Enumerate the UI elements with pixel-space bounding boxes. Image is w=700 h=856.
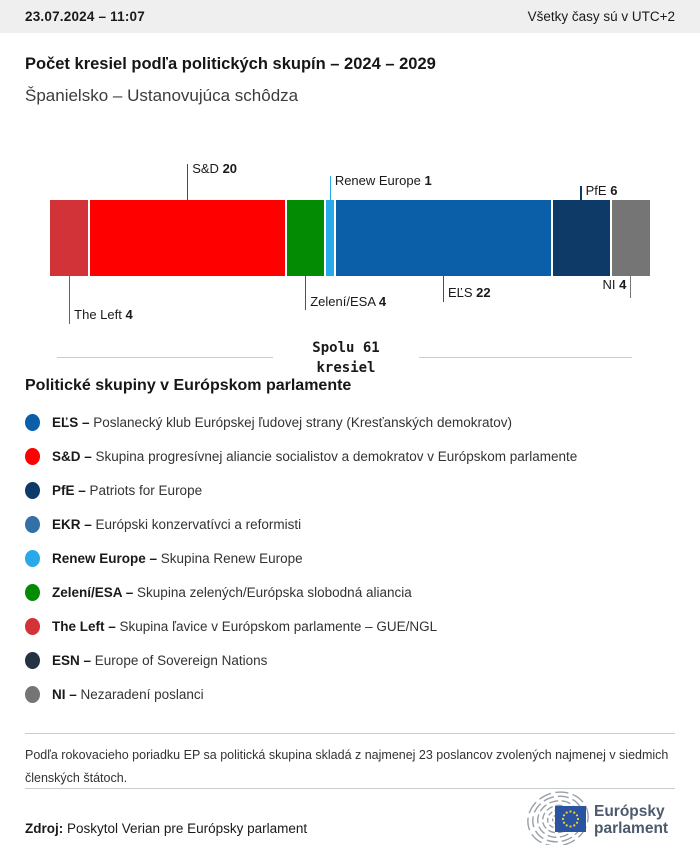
group-color-dot-icon: [25, 618, 40, 635]
legend-item-text: [52, 619, 437, 634]
group-color-dot-icon: [25, 516, 40, 533]
legend-item: [25, 609, 437, 643]
bar-segment-pfe: [553, 200, 610, 276]
bar-label-els-name: EĽS: [447, 285, 473, 300]
legend-item-text: [52, 517, 301, 532]
callout-tick-els: [443, 276, 445, 302]
bar-segment-els: [336, 200, 550, 276]
bar-segment-renew-europe: [326, 200, 334, 276]
bar-label-els: [448, 285, 491, 300]
legend-item-abbr: EĽS –: [52, 414, 90, 430]
total-divider-left: [57, 357, 273, 358]
callout-tick-the-left: [69, 276, 71, 324]
legend-item-text: [52, 687, 204, 702]
group-color-dot-icon: [25, 448, 40, 465]
callout-tick-zeleni-esa: [305, 276, 307, 310]
logo-text-line1: Európsky: [594, 803, 665, 820]
total-divider-right: [419, 357, 632, 358]
bar-label-zeleni-value: 4: [378, 294, 387, 309]
legend-item: [25, 439, 577, 473]
legend-item-abbr: PfE –: [52, 482, 86, 498]
legend-item: [25, 473, 202, 507]
legend-item-desc: Europe of Sovereign Nations: [94, 652, 268, 668]
legend-item-desc: Skupina zelených/Európska slobodná aliancia: [137, 584, 412, 600]
total-seats-line2: kresiel: [316, 360, 376, 376]
bar-label-sd-name: S&D: [192, 161, 219, 176]
group-color-dot-icon: [25, 482, 40, 499]
group-color-dot-icon: [25, 550, 40, 567]
legend-item-text: [52, 415, 512, 430]
legend-item-text: [52, 653, 267, 668]
bar-segment-sd: [90, 200, 285, 276]
legend-item-desc: Skupina progresívnej aliancie socialistov a demokratov v Európskom parlamente: [95, 448, 578, 464]
legend-item: [25, 643, 267, 677]
source-text: Poskytol Verian pre Európsky parlament: [67, 821, 308, 836]
bar-label-ni-value: 4: [619, 277, 627, 292]
source-line: [25, 821, 307, 836]
group-color-dot-icon: [25, 584, 40, 601]
legend-item-desc: Európski konzervatívci a reformisti: [95, 516, 302, 532]
logo-text-line2: parlament: [594, 820, 669, 837]
legend-heading: Politické skupiny v Európskom parlamente: [25, 377, 352, 394]
source-label: Zdroj:: [25, 821, 64, 836]
group-color-dot-icon: [25, 414, 40, 431]
bar-label-zeleni-esa: [310, 294, 386, 309]
divider-top: [25, 733, 675, 734]
bar-label-ni-name: NI: [602, 277, 616, 292]
callout-tick-sd: [187, 164, 189, 200]
bar-label-renew-europe: [335, 173, 432, 188]
european-parliament-logo: [524, 791, 684, 845]
bar-label-sd: [192, 161, 237, 176]
legend-item: [25, 677, 204, 711]
eu-flag-icon: [555, 806, 586, 832]
legend-item: [25, 405, 512, 439]
legend-item-text: [52, 483, 202, 498]
legend-item-desc: Nezaradení poslanci: [80, 686, 204, 702]
bar-label-sd-value: 20: [222, 161, 238, 176]
bar-label-the-left-name: The Left: [74, 307, 122, 322]
bar-label-ni: [602, 277, 626, 292]
legend-item-abbr: Zelení/ESA –: [52, 584, 134, 600]
bar-label-the-left: [74, 307, 133, 322]
footnote-text: Podľa rokovacieho poriadku EP sa politická skupina skladá z najmenej 23 poslancov zvolených najmenej v siedmich členských štátoch.: [25, 748, 669, 785]
legend-item-abbr: NI –: [52, 686, 77, 702]
callout-tick-pfe: [580, 186, 582, 200]
bar-segment-the-left: [50, 200, 88, 276]
bar-segment-zeleni-esa: [287, 200, 324, 276]
legend-item-desc: Patriots for Europe: [89, 482, 203, 498]
total-seats-line1: Spolu 61: [312, 340, 380, 356]
callout-tick-renew-europe: [330, 176, 332, 200]
divider-bottom: [25, 788, 675, 789]
bar-label-zeleni-name: Zelení/ESA: [310, 294, 376, 309]
group-color-dot-icon: [25, 652, 40, 669]
legend-item-desc: Skupina Renew Europe: [160, 550, 303, 566]
legend-item: [25, 541, 303, 575]
legend-item-desc: Poslanecký klub Európskej ľudovej strany (Kresťanských demokratov): [93, 414, 512, 430]
page-subtitle: Španielsko – Ustanovujúca schôdza: [25, 86, 299, 105]
group-color-dot-icon: [25, 686, 40, 703]
legend-item-text: [52, 449, 577, 464]
bar-segment-ni: [612, 200, 650, 276]
bar-label-pfe-name: PfE: [585, 183, 607, 198]
legend-item-abbr: S&D –: [52, 448, 92, 464]
legend-item: [25, 575, 412, 609]
total-seats-label: [276, 338, 416, 378]
bar-label-renew-name: Renew Europe: [334, 173, 421, 188]
legend-item-text: [52, 585, 412, 600]
bar-label-the-left-value: 4: [125, 307, 133, 322]
page-title: Počet kresiel podľa politických skupín – 2024 – 2029: [25, 55, 436, 73]
legend-item: [25, 507, 301, 541]
legend-item-text: [52, 551, 303, 566]
bar-label-pfe-value: 6: [610, 183, 618, 198]
header-datetime: 23.07.2024 – 11:07: [25, 9, 145, 24]
callout-tick-ni: [630, 276, 632, 298]
legend-item-abbr: The Left –: [52, 618, 116, 634]
legend-item-abbr: Renew Europe –: [52, 550, 158, 566]
bar-label-renew-value: 1: [424, 173, 432, 188]
legend-item-abbr: ESN –: [52, 652, 92, 668]
legend-item-desc: Skupina ľavice v Európskom parlamente – GUE/NGL: [119, 618, 438, 634]
legend-item-abbr: EKR –: [52, 516, 92, 532]
bar-label-pfe: [586, 183, 618, 198]
header-timezone-note: Všetky časy sú v UTC+2: [527, 9, 675, 24]
bar-label-els-value: 22: [476, 285, 491, 300]
